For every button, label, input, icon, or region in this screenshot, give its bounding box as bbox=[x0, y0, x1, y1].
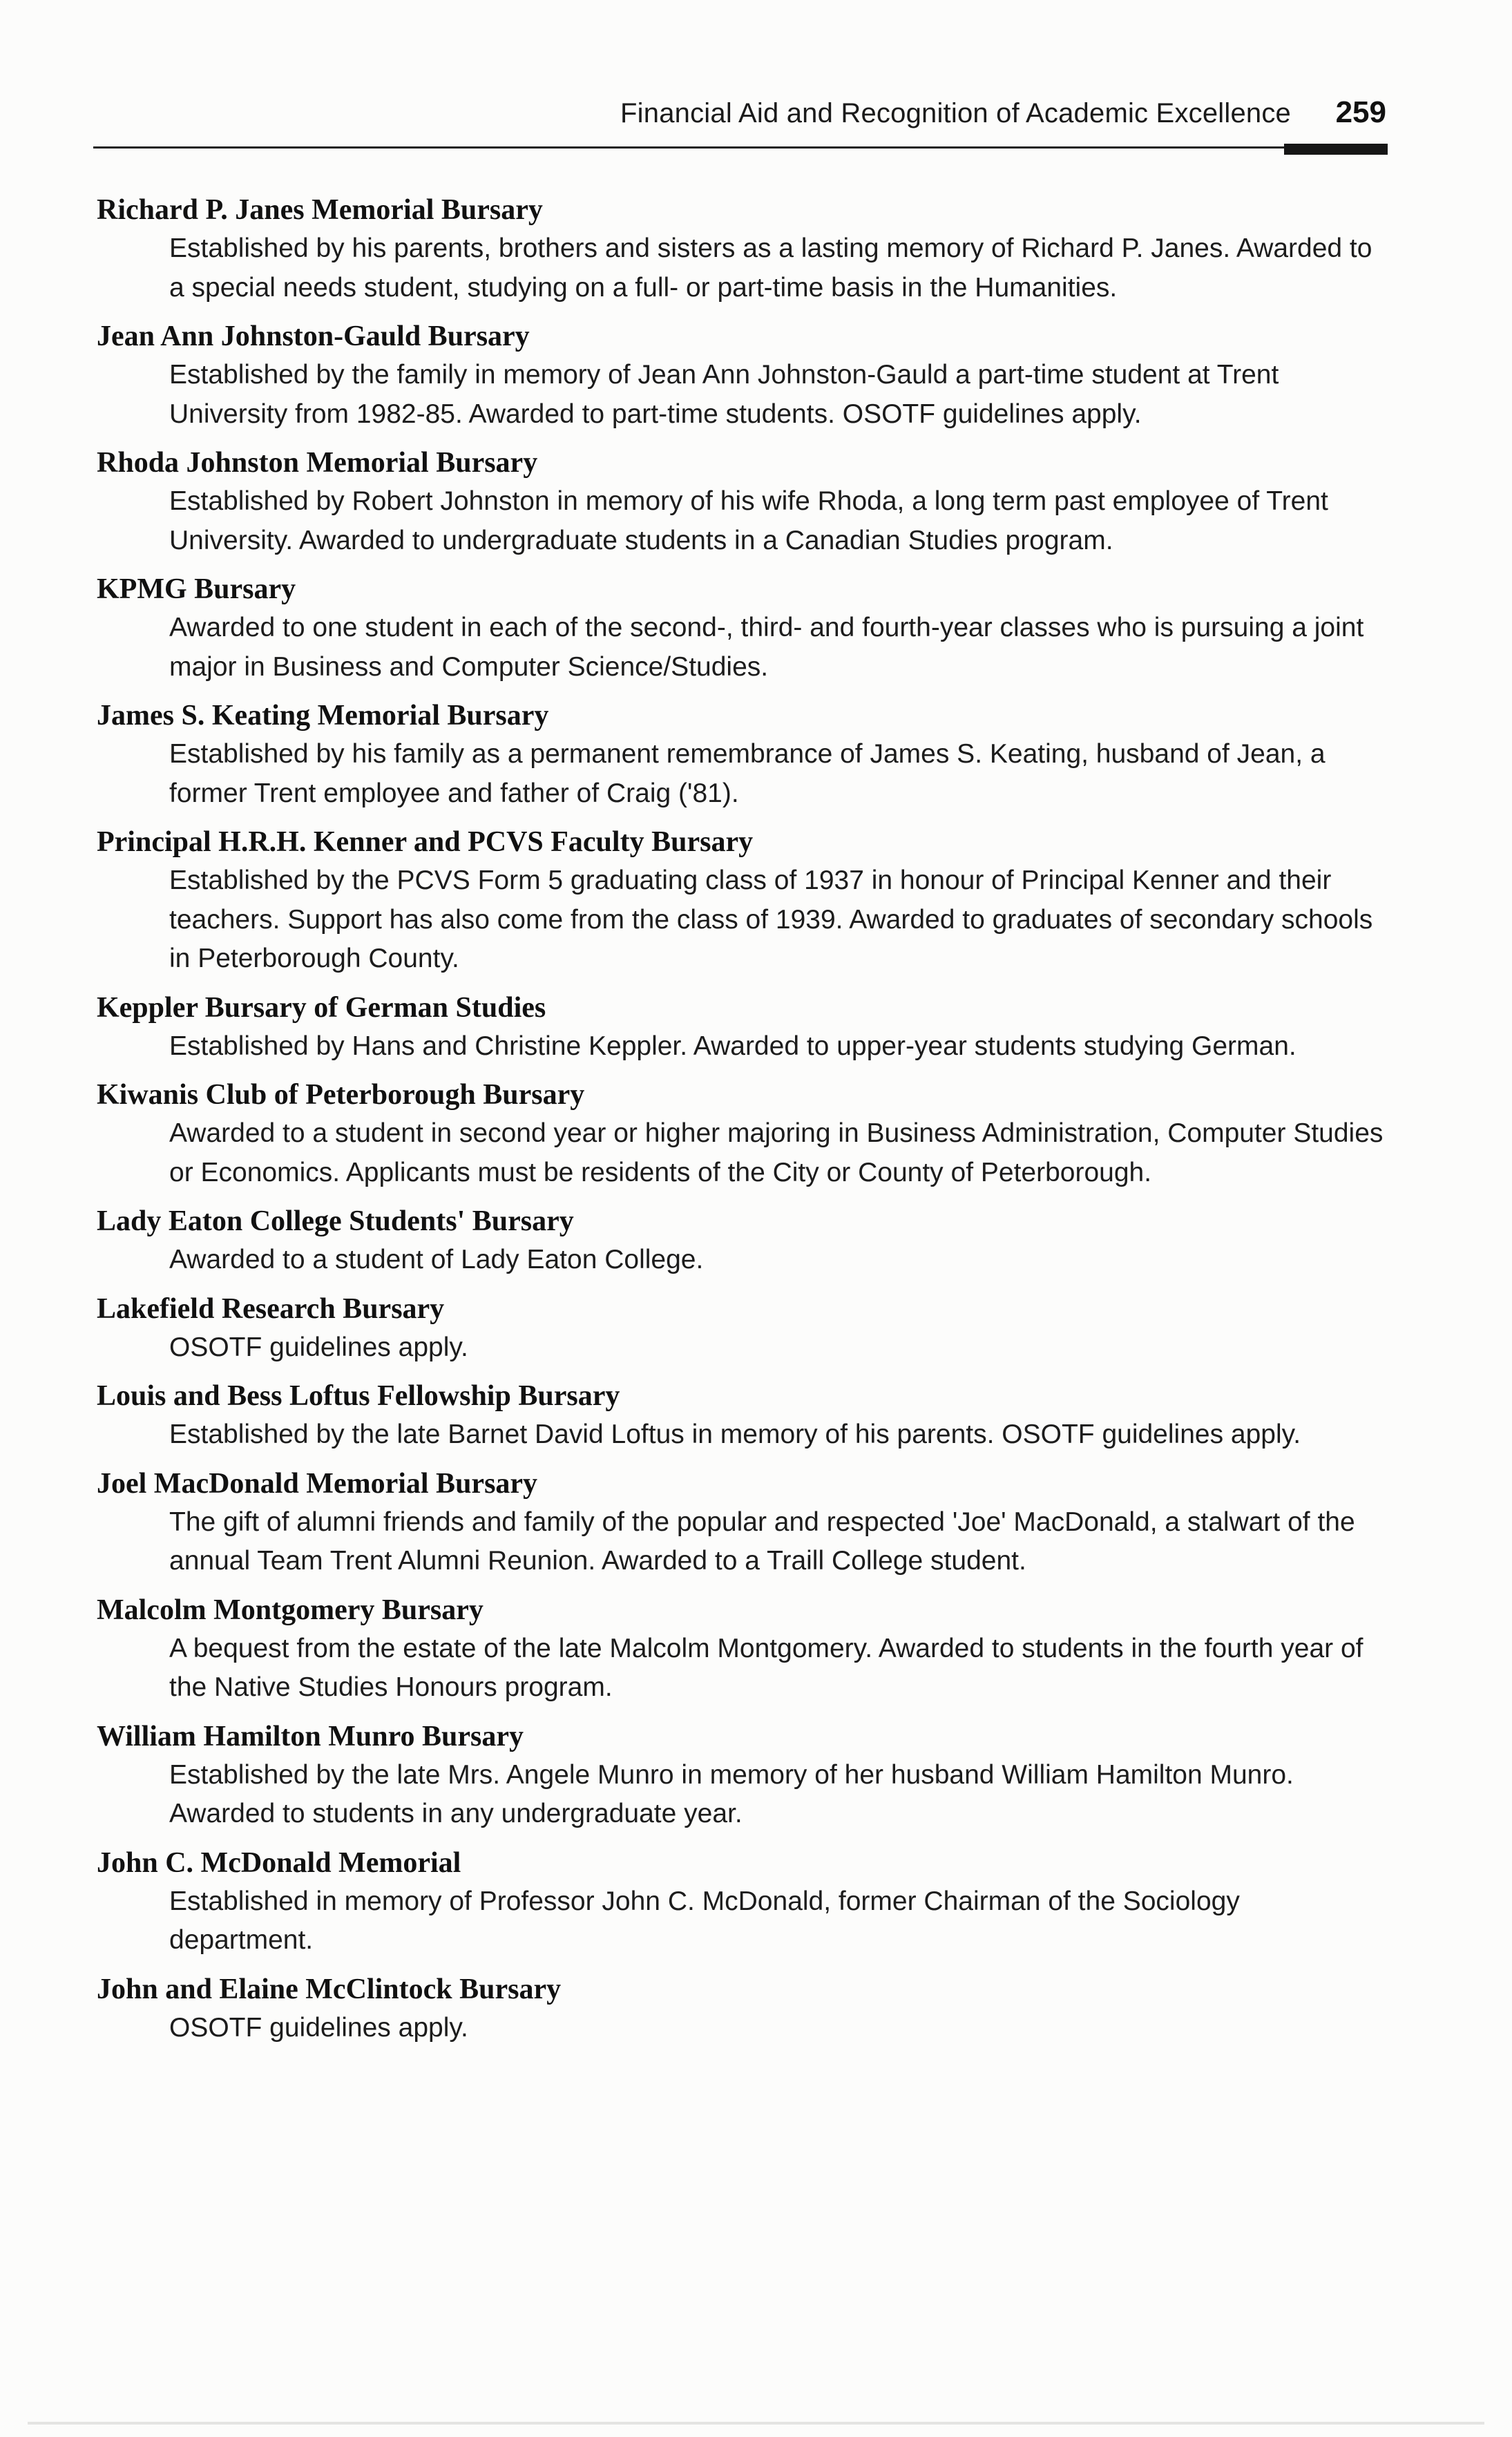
bursary-title: Jean Ann Johnston-Gauld Bursary bbox=[97, 321, 530, 352]
bursary-entry bbox=[97, 696, 1388, 813]
bursary-title: John and Elaine McClintock Bursary bbox=[97, 1973, 562, 2005]
bursary-title: KPMG Bursary bbox=[97, 573, 296, 605]
bursary-title: James S. Keating Memorial Bursary bbox=[97, 700, 549, 732]
bursary-title: Richard P. Janes Memorial Bursary bbox=[97, 194, 543, 226]
bursary-entry bbox=[97, 443, 1388, 560]
bursary-entry bbox=[97, 1076, 1388, 1192]
running-head bbox=[93, 94, 1388, 142]
bursary-entry bbox=[97, 1202, 1388, 1280]
header-tab-mark bbox=[1284, 144, 1388, 155]
bursary-title: William Hamilton Munro Bursary bbox=[97, 1720, 524, 1752]
bursary-title: Kiwanis Club of Peterborough Bursary bbox=[97, 1079, 585, 1111]
bursary-entry bbox=[97, 570, 1388, 687]
bursary-entry bbox=[97, 1377, 1388, 1455]
bursary-description: Established by his family as a permanent remembrance of James S. Keating, husband of Jean, a former Trent employee and father of Craig ('81). bbox=[169, 739, 1326, 808]
bursary-list bbox=[97, 191, 1388, 2057]
bursary-description: OSOTF guidelines apply. bbox=[169, 2012, 468, 2043]
bursary-description: The gift of alumni friends and family of the popular and respected 'Joe' MacDonald, a stalwart of the annual Team Trent Alumni Reunion. Awarded to a Traill College student. bbox=[169, 1507, 1355, 1576]
bursary-description: OSOTF guidelines apply. bbox=[169, 1332, 468, 1362]
bursary-title: Louis and Bess Loftus Fellowship Bursary bbox=[97, 1380, 620, 1412]
bursary-entry bbox=[97, 317, 1388, 434]
bursary-description: Awarded to one student in each of the second-, third- and fourth-year classes who is pursuing a joint major in Business and Computer Science/Studies. bbox=[169, 613, 1364, 682]
bursary-entry bbox=[97, 1464, 1388, 1581]
bursary-description: A bequest from the estate of the late Malcolm Montgomery. Awarded to students in the fourth year of the Native Studies Honours program. bbox=[169, 1633, 1363, 1702]
running-title: Financial Aid and Recognition of Academic Excellence bbox=[620, 98, 1291, 128]
bursary-title: Keppler Bursary of German Studies bbox=[97, 991, 546, 1024]
bursary-title: Lady Eaton College Students' Bursary bbox=[97, 1205, 574, 1237]
bursary-description: Established in memory of Professor John C. McDonald, former Chairman of the Sociology department. bbox=[169, 1886, 1240, 1955]
bursary-description: Established by Hans and Christine Keppler. Awarded to upper-year students studying German. bbox=[169, 1031, 1296, 1061]
bursary-description: Established by the family in memory of Jean Ann Johnston-Gauld a part-time student at Trent University from 1982-85. Awarded to part-time students. OSOTF guidelines apply. bbox=[169, 360, 1279, 429]
bursary-description: Awarded to a student in second year or higher majoring in Business Administration, Computer Studies or Economics. Applicants must be residents of the City or County of Peterborough. bbox=[169, 1118, 1384, 1187]
bursary-title: Joel MacDonald Memorial Bursary bbox=[97, 1467, 538, 1500]
page-bottom-edge bbox=[28, 2422, 1484, 2425]
bursary-description: Established by his parents, brothers and sisters as a lasting memory of Richard P. Janes. Awarded to a special needs student, studying on a full- or part-time basis in the Humanities. bbox=[169, 233, 1372, 303]
bursary-entry bbox=[97, 823, 1388, 979]
bursary-entry bbox=[97, 1970, 1388, 2048]
bursary-description: Established by the late Barnet David Loftus in memory of his parents. OSOTF guidelines apply. bbox=[169, 1420, 1301, 1449]
bursary-description: Established by the late Mrs. Angele Munro in memory of her husband William Hamilton Munro. Awarded to students in any undergraduate year. bbox=[169, 1759, 1294, 1828]
bursary-entry bbox=[97, 191, 1388, 307]
bursary-title: Rhoda Johnston Memorial Bursary bbox=[97, 447, 538, 479]
bursary-entry bbox=[97, 988, 1388, 1067]
bursary-title: John C. McDonald Memorial bbox=[97, 1846, 461, 1879]
bursary-description: Established by Robert Johnston in memory of his wife Rhoda, a long term past employee of Trent University. Awarded to undergraduate students in a Canadian Studies program. bbox=[169, 486, 1328, 555]
bursary-title: Malcolm Montgomery Bursary bbox=[97, 1594, 484, 1626]
header-rule bbox=[93, 146, 1388, 149]
bursary-title: Principal H.R.H. Kenner and PCVS Faculty Bursary bbox=[97, 826, 754, 858]
bursary-description: Established by the PCVS Form 5 graduating class of 1937 in honour of Principal Kenner and their teachers. Support has also come from the class of 1939. Awarded to graduates of secondary schools in Peterborough County. bbox=[169, 866, 1373, 973]
bursary-entry bbox=[97, 1290, 1388, 1368]
bursary-entry bbox=[97, 1844, 1388, 1960]
bursary-entry bbox=[97, 1591, 1388, 1708]
page-number: 259 bbox=[1335, 95, 1386, 129]
bursary-title: Lakefield Research Bursary bbox=[97, 1292, 445, 1325]
bursary-entry bbox=[97, 1717, 1388, 1834]
bursary-description: Awarded to a student of Lady Eaton College. bbox=[169, 1245, 704, 1274]
